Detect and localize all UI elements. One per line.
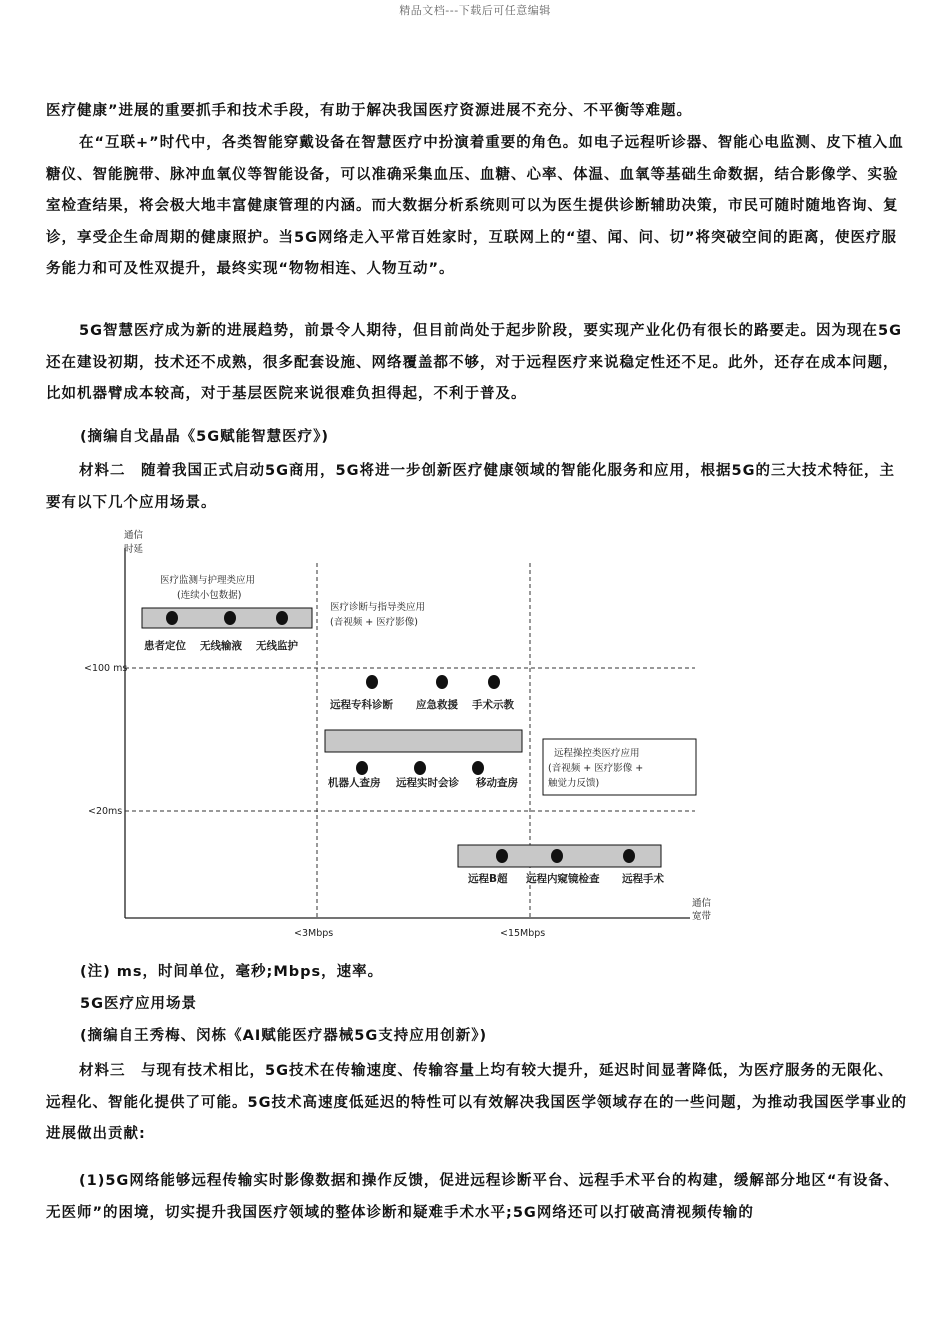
group1-item-2: 无线输液 [200, 640, 242, 652]
group1-dot-2 [224, 611, 236, 625]
figure-note: (注) ms，时间单位，毫秒;Mbps，速率。 [80, 964, 384, 980]
group3-subtitle-2: 触觉力反馈) [548, 778, 600, 789]
x-axis-label-1: 通信 [692, 898, 712, 909]
group3-dot-2 [551, 849, 563, 863]
y-axis-label-2: 时延 [124, 544, 144, 555]
group2-item-top-3: 手术示教 [472, 699, 514, 711]
group1-dot-1 [166, 611, 178, 625]
group2-dot-5 [414, 761, 426, 775]
group2-item-top-1: 远程专科诊断 [330, 699, 393, 711]
group2-item-bottom-2: 远程实时会诊 [396, 777, 459, 789]
x-tick-3mbps: <3Mbps [294, 928, 334, 939]
paragraph-3: 5G智慧医疗成为新的进展趋势，前景令人期待，但目前尚处于起步阶段，要实现产业化仍有很长的路要走。因为现在5G还在建设初期，技术还不成熟，很多配套设施、网络覆盖都不够，对于远程医疗来说稳定性还不足。此外，还存在成本问题，比如机器臂成本较高，对于基层医院来说很难负担得起，不利于普及。 [46, 323, 902, 402]
group3-dot-3 [623, 849, 635, 863]
group3-subtitle-1: (音视频 + 医疗影像 + [548, 763, 644, 774]
paragraph-point-1: (1)5G网络能够远程传输实时影像数据和操作反馈，促进远程诊断平台、远程手术平台的构建，缓解部分地区“有设备、无医师”的困境，切实提升我国医疗领域的整体诊断和疑难手术水平;5G网络还可以打破高清视频传输的 [46, 1173, 900, 1221]
group2-item-bottom-3: 移动查房 [476, 777, 518, 789]
paragraph-material-3: 材料三 与现有技术相比，5G技术在传输速度、传输容量上均有较大提升，延迟时间显著降低，为医疗服务的无限化、远程化、智能化提供了可能。5G技术高速度低延迟的特性可以有效解决我国医学领域存在的一些问题，为推动我国医学事业的进展做出贡献: [46, 1063, 907, 1142]
application-scenario-diagram [80, 528, 720, 948]
y-tick-100ms: <100 ms [84, 663, 128, 674]
group1-dot-3 [276, 611, 288, 625]
group3-dot-1 [496, 849, 508, 863]
group2-item-bottom-1: 机器人查房 [328, 777, 381, 789]
group2-dot-2 [436, 675, 448, 689]
group1-title: 医疗监测与护理类应用 [160, 575, 256, 586]
group2-title: 医疗诊断与指导类应用 [330, 602, 426, 613]
paragraph-material-2: 材料二 随着我国正式启动5G商用，5G将进一步创新医疗健康领域的智能化服务和应用，根据5G的三大技术特征，主要有以下几个应用场景。 [46, 463, 895, 511]
group2-item-top-2: 应急救援 [416, 699, 458, 711]
source-2: (摘编自王秀梅、闵栋《AI赋能医疗器械5G支持应用创新》) [80, 1028, 488, 1044]
group1-item-3: 无线监护 [256, 640, 298, 652]
group2-dot-3 [488, 675, 500, 689]
group2-subtitle: (音视频 + 医疗影像) [330, 617, 418, 628]
y-axis-label-1: 通信 [124, 530, 144, 541]
y-tick-20ms: <20ms [88, 806, 123, 817]
x-tick-15mbps: <15Mbps [500, 928, 546, 939]
figure-caption: 5G医疗应用场景 [80, 996, 197, 1012]
group2-dot-4 [356, 761, 368, 775]
x-axis-label-2: 宽带 [692, 911, 712, 922]
group1-subtitle: (连续小包数据) [177, 590, 242, 601]
group1-item-1: 患者定位 [144, 640, 186, 652]
paragraph-1: 医疗健康”进展的重要抓手和技术手段，有助于解决我国医疗资源进展不充分、不平衡等难题。 [46, 103, 693, 119]
group3-title: 远程操控类医疗应用 [554, 748, 640, 759]
group2-dot-1 [366, 675, 378, 689]
source-1: (摘编自戈晶晶《5G赋能智慧医疗》) [80, 429, 329, 445]
group3-item-2: 远程内窥镜检查 [526, 873, 600, 885]
group3-item-1: 远程B超 [468, 873, 508, 885]
paragraph-2: 在“互联+”时代中，各类智能穿戴设备在智慧医疗中扮演着重要的角色。如电子远程听诊器、智能心电监测、皮下植入血糖仪、智能腕带、脉冲血氧仪等智能设备，可以准确采集血压、血糖、心率、体温、血氧等基础生命数据，结合影像学、实验室检查结果，将会极大地丰富健康管理的内涵。而大数据分析系统则可以为医生提供诊断辅助决策，市民可随时随地咨询、复诊，享受企生命周期的健康照护。当5G网络走入平常百姓家时，互联网上的“望、闻、问、切”将突破空间的距离，使医疗服务能力和可及性双提升，最终实现“物物相连、人物互动”。 [46, 135, 904, 277]
group3-item-3: 远程手术 [622, 873, 664, 885]
group2-dot-6 [472, 761, 484, 775]
group2-bar [325, 730, 522, 752]
page-header: 精品文档---下载后可任意编辑 [399, 4, 551, 17]
